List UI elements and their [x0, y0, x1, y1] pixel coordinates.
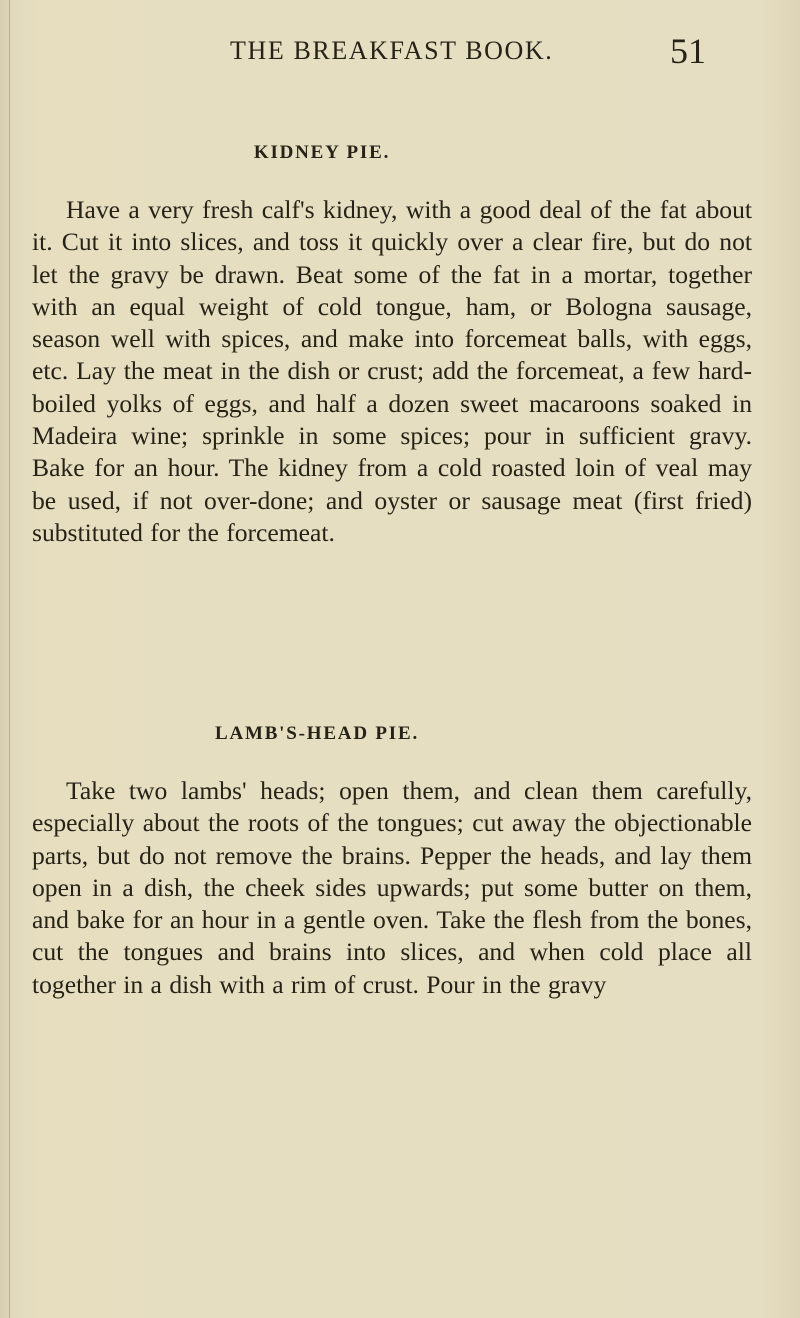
page-number: 51	[670, 31, 706, 71]
recipe-body: Take two lambs' heads; open them, and clean them carefully, especially about the roots of the tongues; cut away the objectionable parts, but do not remove the brains. Pepper the heads, and lay them open in a dish, the cheek sides upwards; put some butter on them, and bake for an hour in a gentle oven. Take the flesh from the bones, cut the tongues and brains into slices, and when cold place all together in a dish with a rim of crust. Pour in the gravy	[32, 776, 752, 999]
recipe-title: KIDNEY PIE.	[253, 142, 391, 163]
recipe-lambs-head-pie	[32, 455, 752, 1001]
page-header	[0, 30, 800, 80]
recipe-body: Have a very fresh calf's kidney, with a good deal of the fat about it. Cut it into slices, and toss it quickly over a clear fire, but do not let the gravy be drawn. Beat some of the fat in a mortar, together with an equal weight of cold tongue, ham, or Bologna sausage, season well with spices, and make into forcemeat balls, with eggs, etc. Lay the meat in the dish or crust; add the forcemeat, a few hard-boiled yolks of eggs, and half a dozen sweet macaroons soaked in Madeira wine; sprinkle in some spices; pour in sufficient gravy. Bake for an hour. The kidney from a cold roasted loin of veal may be used, if not over-done; and oyster or sausage meat (first fried) substituted for the forcemeat.	[32, 195, 752, 547]
recipe-title: LAMB'S-HEAD PIE.	[214, 723, 420, 744]
gutter-edge	[9, 0, 10, 1318]
running-title: THE BREAKFAST BOOK.	[230, 36, 554, 65]
